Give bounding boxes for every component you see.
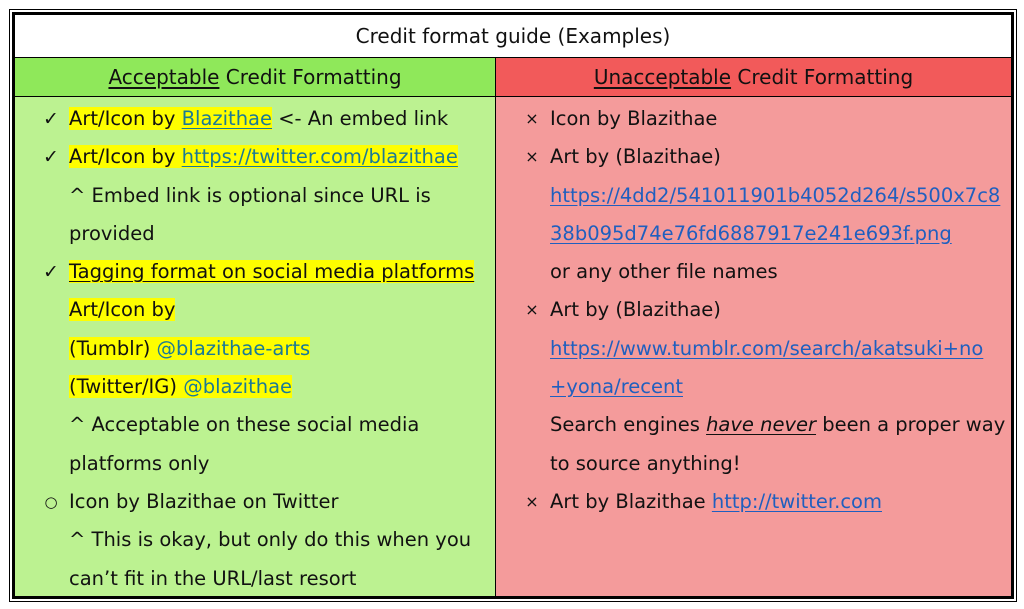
unacceptable-column xyxy=(496,97,1011,596)
item-text: Tagging format on social media platforms xyxy=(69,260,475,284)
emphasis-text: have never xyxy=(706,413,817,437)
list-item-note xyxy=(41,177,495,215)
list-item xyxy=(41,138,495,176)
acceptable-column xyxy=(15,97,496,596)
item-note: ^ Acceptable on these social media xyxy=(69,413,420,437)
image-file-link-cont[interactable]: 38b095d74e76fd6887917e241e693f.png xyxy=(550,221,952,245)
search-link-cont[interactable]: +yona/recent xyxy=(550,375,683,399)
list-item-note xyxy=(41,291,495,329)
list-item xyxy=(522,291,1011,329)
item-text: Art/Icon by xyxy=(69,145,182,169)
acceptable-header xyxy=(15,58,496,96)
tumblr-tag: @blazithae-arts xyxy=(156,336,311,360)
list-item-note xyxy=(522,253,1011,291)
twitter-home-link[interactable]: http://twitter.com xyxy=(711,489,882,513)
table-title-text: Credit format guide (Examples) xyxy=(355,24,671,48)
item-text: Art by (Blazithae) xyxy=(550,145,721,169)
list-item xyxy=(522,100,1011,138)
item-note: been a proper way xyxy=(816,413,1006,437)
twitter-ig-tag: @blazithae xyxy=(183,375,293,399)
check-icon: ✓ xyxy=(43,146,59,169)
circle-icon: ○ xyxy=(44,492,58,511)
item-note: can’t fit in the URL/last resort xyxy=(69,566,357,590)
check-icon: ✓ xyxy=(43,261,59,284)
list-item xyxy=(41,253,495,291)
item-text: Art by Blazithae xyxy=(550,489,712,513)
credit-guide-table xyxy=(12,12,1014,599)
cross-icon: × xyxy=(525,491,539,511)
twitter-url-link[interactable]: https://twitter.com/blazithae xyxy=(181,145,458,169)
list-item-note xyxy=(522,215,1011,253)
item-text: Art by (Blazithae) xyxy=(550,298,721,322)
embed-link[interactable]: Blazithae xyxy=(181,107,273,130)
list-item xyxy=(41,483,495,521)
list-item-note xyxy=(41,215,495,253)
list-item-note xyxy=(522,368,1011,406)
list-item-note xyxy=(41,406,495,444)
platform-label: (Tumblr) xyxy=(69,336,157,360)
item-note: platforms only xyxy=(69,451,210,475)
list-item-note xyxy=(522,406,1011,444)
item-text: Icon by Blazithae xyxy=(550,107,718,130)
search-link[interactable]: https://www.tumblr.com/search/akatsuki+no xyxy=(550,336,984,360)
acceptable-header-rest: Credit Formatting xyxy=(219,65,402,89)
table-title xyxy=(15,15,1011,58)
image-file-link[interactable]: https://4dd2/541011901b4052d264/s500x7c8 xyxy=(550,183,1001,207)
item-note: Search engines xyxy=(550,413,707,437)
cross-icon: × xyxy=(525,147,539,167)
list-item-note xyxy=(522,330,1011,368)
item-text: Art/Icon by xyxy=(69,107,182,130)
list-item xyxy=(522,138,1011,176)
unacceptable-header xyxy=(496,58,1011,96)
header-row xyxy=(15,58,1011,97)
list-item-note xyxy=(522,177,1011,215)
unacceptable-header-rest: Credit Formatting xyxy=(731,65,914,89)
item-note: ^ Embed link is optional since URL is xyxy=(69,183,431,207)
item-text: Icon by Blazithae on Twitter xyxy=(69,489,339,513)
list-item-note xyxy=(41,330,495,368)
list-item-note xyxy=(41,560,495,598)
item-note: or any other file names xyxy=(550,260,778,284)
cross-icon: × xyxy=(525,300,539,320)
cross-icon: × xyxy=(525,109,539,128)
item-note: to source anything! xyxy=(550,451,741,475)
list-item xyxy=(41,100,495,138)
list-item-note xyxy=(522,445,1011,483)
list-item-note xyxy=(41,445,495,483)
acceptable-header-emph: Acceptable xyxy=(108,65,220,89)
body-row xyxy=(15,97,1011,596)
list-item xyxy=(522,483,1011,521)
platform-label: (Twitter/IG) xyxy=(69,375,184,399)
item-note: <- An embed link xyxy=(272,107,449,130)
list-item-note xyxy=(41,368,495,406)
list-item-note xyxy=(41,521,495,559)
item-note: ^ This is okay, but only do this when you xyxy=(69,528,472,552)
unacceptable-header-emph: Unacceptable xyxy=(593,65,732,89)
item-note: provided xyxy=(69,221,155,245)
check-icon: ✓ xyxy=(43,108,59,130)
item-text: Art/Icon by xyxy=(69,298,176,322)
